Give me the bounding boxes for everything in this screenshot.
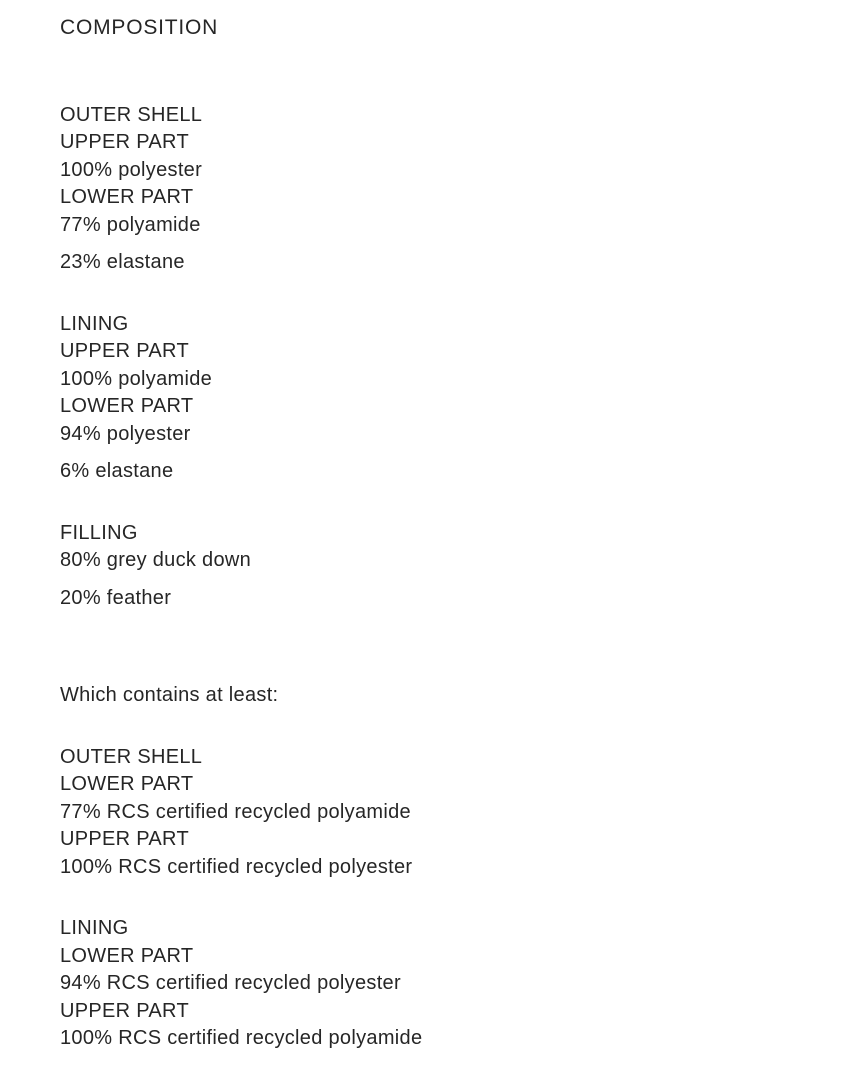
section-heading: OUTER SHELL <box>60 745 203 768</box>
material-line: 100% RCS certified recycled polyamide <box>60 1027 423 1049</box>
section-heading: LINING <box>60 917 129 939</box>
section-heading: FILLING <box>60 521 138 544</box>
part-label: LOWER PART <box>60 944 194 967</box>
material-line: 94% RCS certified recycled polyester <box>60 972 401 994</box>
section-lining <box>60 311 824 486</box>
part-label: UPPER PART <box>60 131 189 153</box>
material-line: 80% grey duck down <box>60 549 252 571</box>
contains-at-least-note: Which contains at least: <box>60 684 279 706</box>
recycled-outer-shell-materials <box>60 744 824 882</box>
part-label: UPPER PART <box>60 828 189 850</box>
part-label: LOWER PART <box>60 186 194 208</box>
section-outer-shell <box>60 102 824 277</box>
material-line: 94% polyester <box>60 422 191 445</box>
section-heading: OUTER SHELL <box>60 103 203 126</box>
section-recycled-lining <box>60 915 824 1053</box>
part-label: LOWER PART <box>60 395 194 417</box>
part-label: UPPER PART <box>60 340 189 362</box>
section-recycled-outer-shell <box>60 744 824 882</box>
filling-materials <box>60 520 824 575</box>
material-line: 6% elastane <box>60 460 174 482</box>
part-label: UPPER PART <box>60 999 189 1022</box>
outer-shell-materials <box>60 102 824 240</box>
lining-materials-cont <box>60 458 824 486</box>
recycled-lining-materials <box>60 915 824 1053</box>
section-filling <box>60 520 824 613</box>
page-title: COMPOSITION <box>60 16 219 39</box>
material-line: 77% polyamide <box>60 213 201 236</box>
outer-shell-materials-cont <box>60 249 824 277</box>
lining-materials <box>60 311 824 449</box>
part-label: LOWER PART <box>60 773 194 795</box>
material-line: 100% RCS certified recycled polyester <box>60 855 413 878</box>
material-line: 77% RCS certified recycled polyamide <box>60 800 411 823</box>
section-heading: LINING <box>60 312 129 335</box>
material-line: 100% polyamide <box>60 367 213 390</box>
material-line: 100% polyester <box>60 158 203 181</box>
material-line: 23% elastane <box>60 251 185 273</box>
filling-materials-cont <box>60 585 824 613</box>
material-line: 20% feather <box>60 586 172 609</box>
